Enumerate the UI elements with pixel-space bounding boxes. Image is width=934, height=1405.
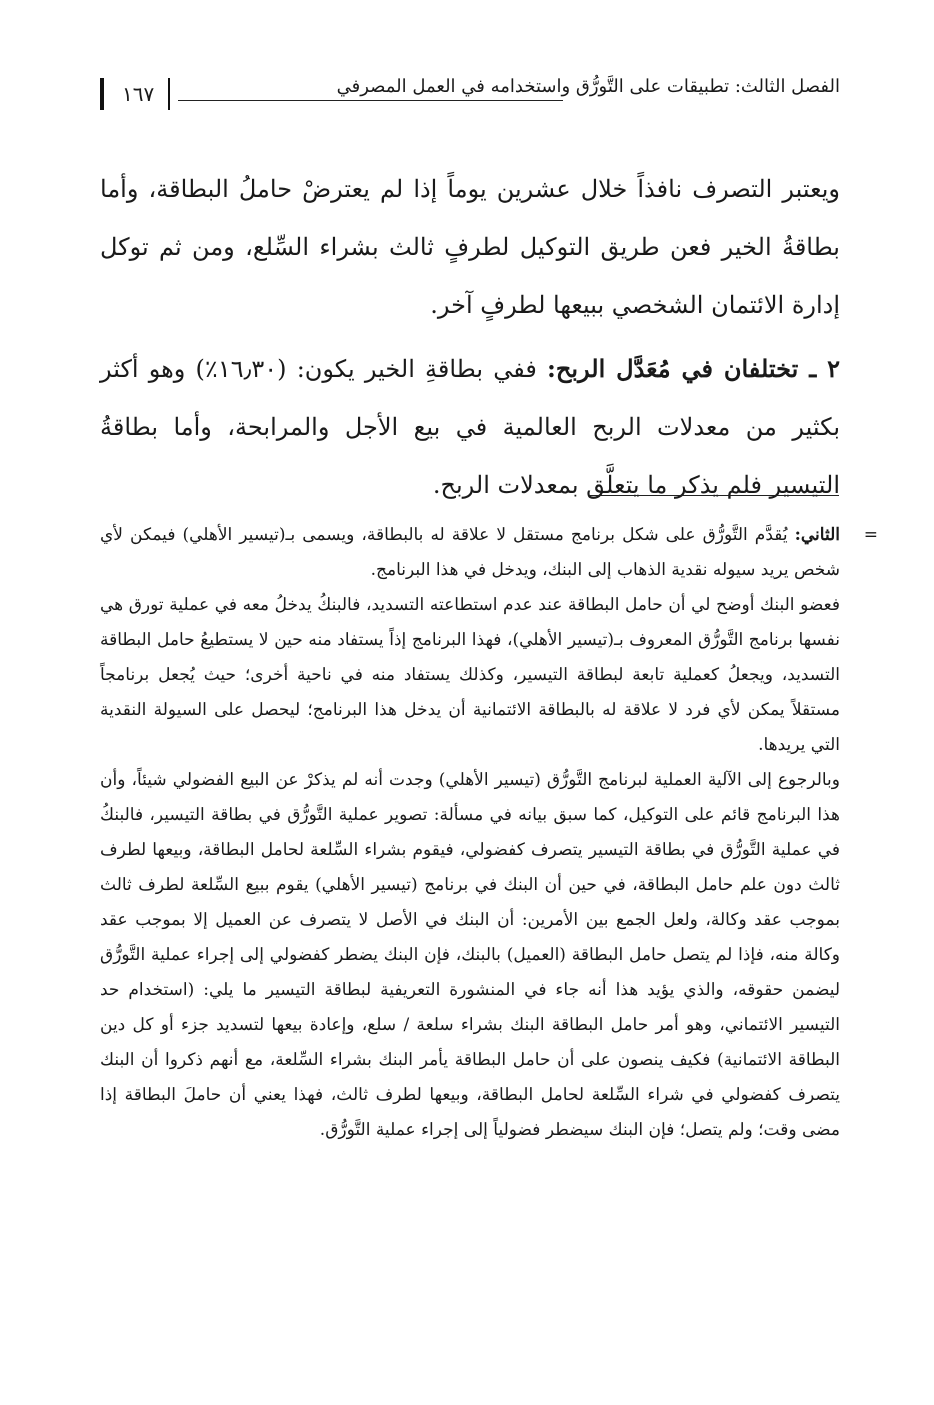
footnote-continuation-marker: = bbox=[863, 525, 878, 545]
body-paragraph-1: ويعتبر التصرف نافذاً خلال عشرين يوماً إذا لم يعترضْ حاملُ البطاقة، وأما بطاقةُ الخير فعن طريق التوكيل لطرفٍ ثالث بشراء السِّلع، ومن ثم توكل إدارة الائتمان الشخصي ببيعها لطرفٍ آخر. bbox=[100, 175, 840, 319]
page-header bbox=[100, 70, 840, 114]
page-number: ١٦٧ bbox=[122, 82, 155, 106]
main-text bbox=[100, 160, 840, 514]
footnote-paragraph-3: وبالرجوع إلى الآلية العملية لبرنامج التَّورُّق (تيسير الأهلي) وجدت أنه لم يذكرْ عن البيع الفضولي شيئاً، وأن هذا البرنامج قائم على التوكيل، كما سبق بيانه في مسألة: تصوير عملية التَّورُّق في بطاقة التيسير، فالبنكُ في عملية التَّورُّق في بطاقة التيسير يتصرف كفضولي، فيقوم بشراء السِّلعة لحامل البطاقة، وبيعها لطرف ثالث دون علم حامل البطاقة، في حين أن البنك في برنامج (تيسير الأهلي) يقوم ببيع السِّلعة لطرف ثالث بموجب عقد وكالة، ولعل الجمع بين الأمرين: أن البنك في الأصل لا يتصرف عن العميل إلا بموجب عقد وكالة منه، فإذا لم يتصل حامل البطاقة (العميل) بالبنك، فإن البنك يضطر كفضولي إلى إجراء عملية التَّورُّق ليضمن حقوقه، والذي يؤيد هذا أنه جاء في المنشورة التعريفية لبطاقة التيسير ما يلي: (استخدام حد التيسير الائتماني، وهو أمر حامل البطاقة البنك بشراء سلعة / سلع، وإعادة بيعها لتسديد جزء أو كل دين البطاقة الائتمانية) فكيف ينصون على أن حامل البطاقة يأمر البنك بشراء السِّلعة، مع أنهم ذكروا أن البنك يتصرف كفضولي في شراء السِّلعة لحامل البطاقة، وبيعها لطرف ثالث، فهذا يعني أن حاملَ البطاقة إذا مضى وقت؛ ولم يتصل؛ فإن البنك سيضطر فضولياً إلى إجراء عملية التَّورُّق. bbox=[100, 770, 840, 1140]
footnote-paragraph-1-text: يُقدَّم التَّورُّق على شكل برنامج مستقل لا علاقة له بالبطاقة، ويسمى بـ(تيسير الأهلي) فيمكن لأي شخص يريد سيوله نقدية الذهاب إلى البنك، ويدخل في هذا البرنامج. bbox=[100, 525, 840, 580]
footnotes bbox=[100, 518, 878, 1148]
footnote-label: الثاني: bbox=[794, 525, 840, 545]
chapter-title: الفصل الثالث: تطبيقات على التَّورُّق واستخدامه في العمل المصرفي bbox=[336, 76, 840, 97]
paragraph-2-heading: ٢ ـ تختلفان في مُعَدَّل الربح: bbox=[547, 354, 841, 383]
footnote-paragraph-1 bbox=[100, 518, 840, 588]
header-rule bbox=[178, 100, 563, 101]
paragraph-2-text: ففي بطاقةِ الخير يكون: (١٦٫٣٠٪) وهو أكثر بكثير من معدلات الربح العالمية في بيع الأجل والمرابحة، وأما بطاقةُ التيسير فلم يذكر ما يتعلَّق بمعدلات الربح. bbox=[100, 355, 840, 499]
body-paragraph-2 bbox=[100, 340, 840, 514]
footnote-paragraph-2: فعضو البنك أوضح لي أن حامل البطاقة عند عدم استطاعته التسديد، فالبنكُ يدخلُ معه في عملية تورق هي نفسها برنامج التَّورُّق المعروف بـ(تيسير الأهلي)، فهذا البرنامج إذاً يستفاد منه حين لا يستطيعُ حامل البطاقة التسديد، ويجعلُ كعملية تابعة لبطاقة التيسير، وكذلك يستفاد منه في ناحية أخرى؛ حيث يُجعل برنامجاً مستقلاً يمكن لأي فرد لا علاقة له بالبطاقة الائتمانية أن يدخل هذا البرنامج؛ ليحصل على السيولة النقدية التي يريدها. bbox=[100, 595, 840, 755]
header-bar-thick bbox=[100, 78, 104, 110]
footnote-separator bbox=[589, 495, 839, 496]
header-bar-thin bbox=[168, 78, 170, 110]
